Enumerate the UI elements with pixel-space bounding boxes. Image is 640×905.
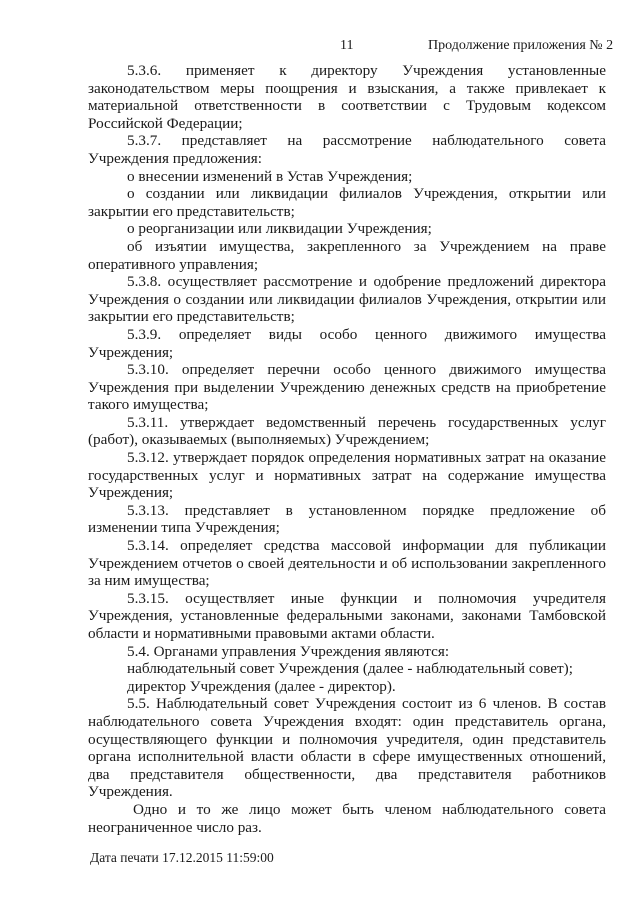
appendix-continuation-label: Продолжение приложения № 2 <box>428 38 614 53</box>
paragraph-5-3-11: 5.3.11. утверждает ведомственный перечень государственных услуг (работ), оказываемых (выполняемых) Учреждением; <box>88 413 606 449</box>
paragraph-5-3-10: 5.3.10. определяет перечни особо ценного движимого имущества Учреждения при выделении Учреждению денежных средств на приобретение такого имущества; <box>88 361 606 414</box>
page-number: 11 <box>340 38 354 53</box>
proposal-item: о внесении изменений в Устав Учреждения; <box>127 167 413 185</box>
governing-body-item: наблюдательный совет Учреждения (далее - наблюдательный совет); <box>127 660 573 678</box>
membership-paragraph: Одно и то же лицо может быть членом наблюдательного совета неограниченное число раз. <box>88 800 606 836</box>
paragraph-5-5: 5.5. Наблюдательный совет Учреждения состоит из 6 членов. В состав наблюдательного совета Учреждения входят: один представитель органа, осуществляющего функции и полномочия учредителя, один представитель органа исполнительной власти области в сфере имущественных отношений, два представителя общественности, два представителя работников Учреждения. <box>88 695 606 801</box>
proposal-item: об изъятии имущества, закрепленного за Учреждением на праве оперативного управления; <box>88 237 606 273</box>
paragraph-5-4: 5.4. Органами управления Учреждения являются: <box>127 642 450 660</box>
document-body <box>88 62 606 836</box>
paragraph-5-3-7: 5.3.7. представляет на рассмотрение наблюдательного совета Учреждения предложения: <box>88 132 606 167</box>
proposal-item: о создании или ликвидации филиалов Учреждения, открытии или закрытии его представительств; <box>88 185 606 220</box>
paragraph-5-3-15: 5.3.15. осуществляет иные функции и полномочия учредителя Учреждения, установленные федеральными законами, законами Тамбовской области и нормативными правовыми актами области. <box>88 589 606 642</box>
paragraph-5-3-12: 5.3.12. утверждает порядок определения нормативных затрат на оказание государственных услуг и нормативных затрат на содержание имущества Учреждения; <box>88 449 606 502</box>
paragraph-5-3-13: 5.3.13. представляет в установленном порядке предложение об изменении типа Учреждения; <box>88 501 606 537</box>
paragraph-5-3-14: 5.3.14. определяет средства массовой информации для публикации Учреждением отчетов о своей деятельности и об использовании закрепленного за ним имущества; <box>88 537 606 590</box>
paragraph-5-3-6: 5.3.6. применяет к директору Учреждения установленные законодательством меры поощрения и взыскания, а также привлекает к материальной ответственности в соответствии с Трудовым кодексом Российской Федерации; <box>88 62 606 132</box>
proposal-item: о реорганизации или ликвидации Учреждения; <box>127 220 432 238</box>
paragraph-5-3-9: 5.3.9. определяет виды особо ценного движимого имущества Учреждения; <box>88 325 606 361</box>
print-date: Дата печати 17.12.2015 11:59:00 <box>90 850 274 865</box>
paragraph-5-3-8: 5.3.8. осуществляет рассмотрение и одобрение предложений директора Учреждения о создании или ликвидации филиалов Учреждения, открытии или закрытии его представительств; <box>88 273 606 326</box>
governing-body-item: директор Учреждения (далее - директор). <box>127 677 396 695</box>
